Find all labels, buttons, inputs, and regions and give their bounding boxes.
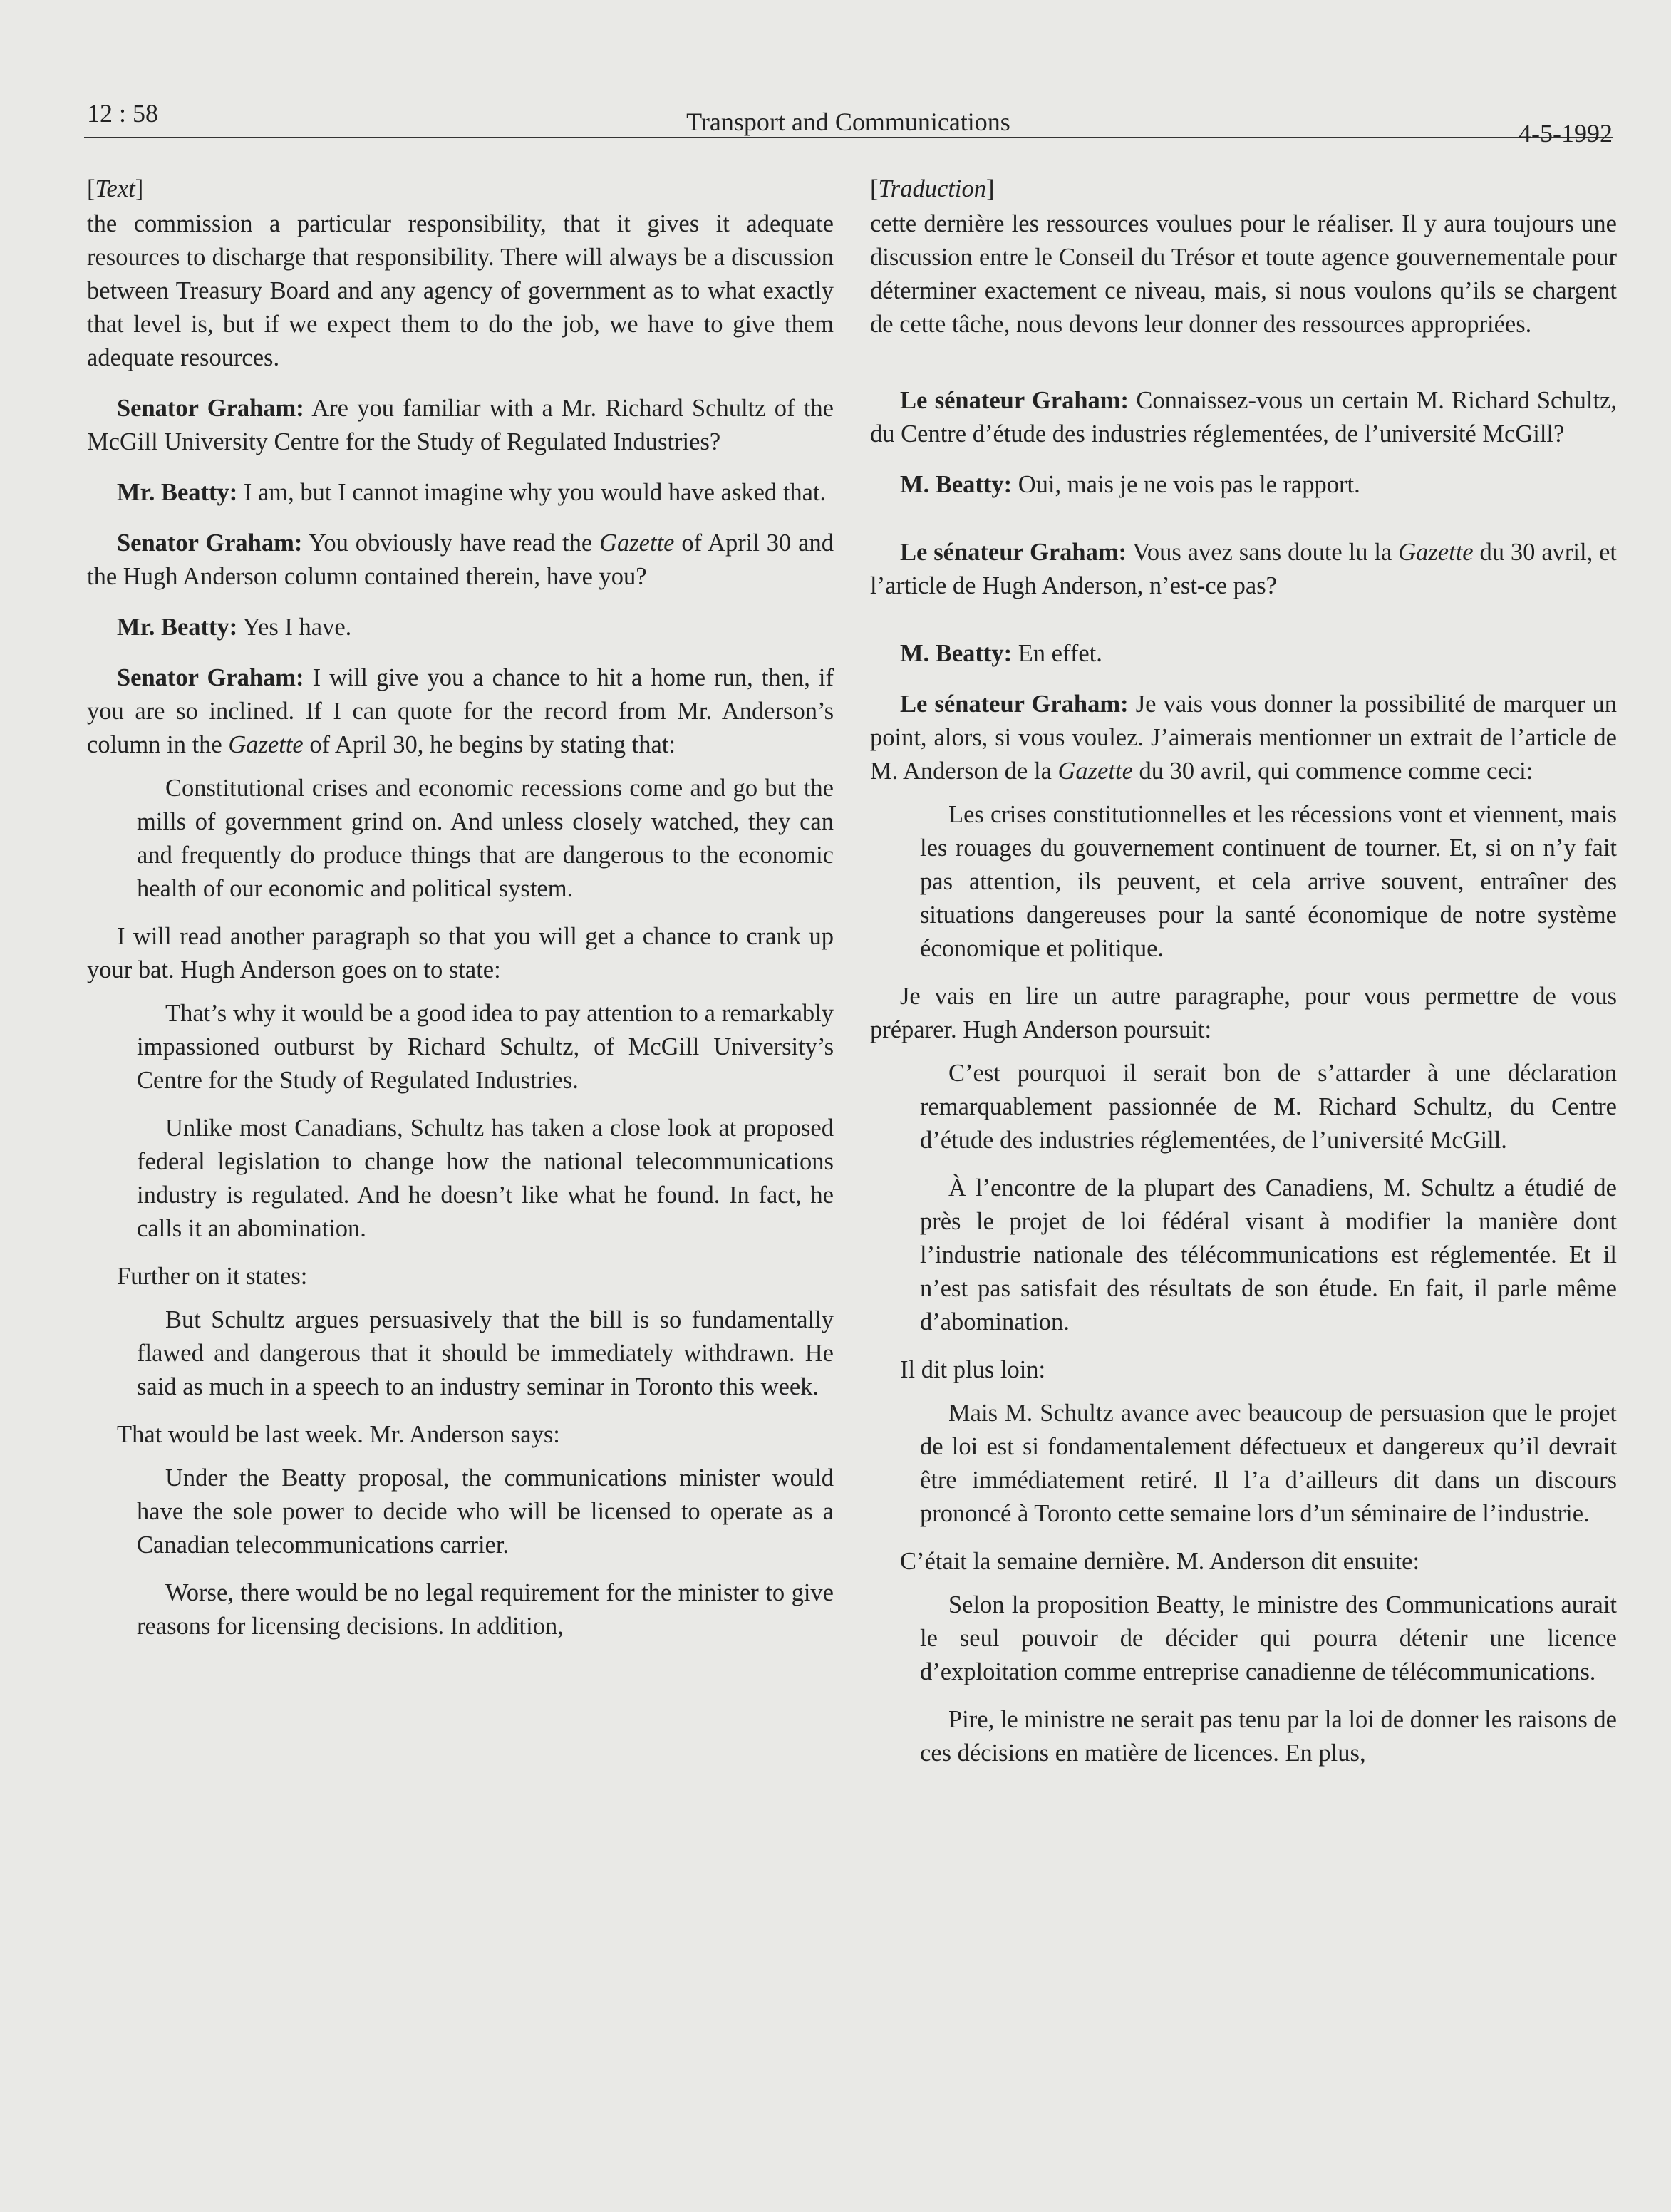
quote-paragraph: Worse, there would be no legal requirement for the minister to give reasons for licensing decisions. In addition, bbox=[137, 1579, 834, 1640]
speech-mr-beatty: M. Beatty: Oui, mais je ne vois pas le rapport. bbox=[900, 471, 1360, 498]
speech-mr-beatty: M. Beatty: En effet. bbox=[900, 640, 1102, 667]
speech-senator-graham: Senator Graham: You obviously have read the Gazette of April 30 and the Hugh Anderson column contained therein, have you? bbox=[87, 529, 834, 590]
speaker-name: Senator Graham: bbox=[117, 664, 304, 691]
block-quote bbox=[920, 1588, 1617, 1770]
speaker-name: Mr. Beatty: bbox=[117, 614, 238, 641]
speech-senator-graham: Le sénateur Graham: Connaissez-vous un certain M. Richard Schultz, du Centre d’étude des industries réglementées, de l’université McGill? bbox=[870, 387, 1617, 448]
quote-paragraph: But Schultz argues persuasively that the bill is so fundamentally flawed and dangerous that it should be immediately withdrawn. He said as much in a speech to an industry seminar in Toronto this week. bbox=[137, 1306, 834, 1400]
speech-mr-beatty: Mr. Beatty: Yes I have. bbox=[117, 614, 352, 641]
quote-paragraph: Selon la proposition Beatty, le ministre des Communications aurait le seul pouvoir de décider qui pourra détenir une licence d’exploitation comme entreprise canadienne de télécommunications. bbox=[920, 1591, 1617, 1685]
english-column bbox=[87, 172, 834, 1658]
paragraph: Je vais en lire un autre paragraphe, pour vous permettre de vous préparer. Hugh Anderson poursuit: bbox=[870, 983, 1617, 1043]
block-quote bbox=[920, 798, 1617, 966]
quote-paragraph: Constitutional crises and economic recessions come and go but the mills of government grind on. And unless closely watched, they can and frequently do produce things that are dangerous to the economic health of our economic and political system. bbox=[137, 775, 834, 902]
header-date: 4-5-1992 bbox=[1519, 119, 1613, 148]
speech-senator-graham: Senator Graham: Are you familiar with a Mr. Richard Schultz of the McGill University Centre for the Study of Regulated Industries? bbox=[87, 395, 834, 455]
quote-paragraph: À l’encontre de la plupart des Canadiens, M. Schultz a étudié de près le projet de loi fédéral visant à modifier la manière dont l’industrie nationale des télécommunications est réglementée. Et il n’est pas satisfait des résultats de son étude. En fait, il parle même d’abomination. bbox=[920, 1174, 1617, 1335]
running-header bbox=[84, 97, 1613, 148]
speech-senator-graham: Senator Graham: I will give you a chance to hit a home run, then, if you are so inclined. If I can quote for the record from Mr. Anderson’s column in the Gazette of April 30, he begins by stating that: bbox=[87, 664, 834, 758]
paragraph: cette dernière les ressources voulues pour le réaliser. Il y aura toujours une discussion entre le Conseil du Trésor et toute agence gouvernementale pour déterminer exactement ce niveau, mais, si nous voulons qu’ils se chargent de cette tâche, nous devons leur donner des ressources appropriées. bbox=[870, 210, 1617, 338]
speech-mr-beatty: Mr. Beatty: I am, but I cannot imagine why you would have asked that. bbox=[117, 479, 827, 506]
french-column bbox=[870, 172, 1617, 1784]
quote-paragraph: C’est pourquoi il serait bon de s’attarder à une déclaration remarquablement passionnée de M. Richard Schultz, du Centre d’étude des industries réglementées, de l’université McGill. bbox=[920, 1060, 1617, 1154]
paragraph: C’était la semaine dernière. M. Anderson dit ensuite: bbox=[900, 1548, 1420, 1575]
block-quote bbox=[137, 1303, 834, 1404]
block-quote bbox=[137, 1462, 834, 1643]
block-quote bbox=[920, 1057, 1617, 1339]
header-title: Transport and Communications bbox=[686, 108, 1010, 136]
quote-paragraph: Les crises constitutionnelles et les récessions vont et viennent, mais les rouages du gouvernement continuent de tourner. Et, si on n’y fait pas attention, ils peuvent, et cela arrive souvent, entraîner des situations dangereuses pour la santé économique de notre système économique et politique. bbox=[920, 801, 1617, 962]
quote-paragraph: Mais M. Schultz avance avec beaucoup de persuasion que le projet de loi est si fondamentalement défectueux et dangereux qu’il devrait être immédiatement retiré. Il l’a d’ailleurs dit dans un discours prononcé à Toronto cette semaine lors d’un séminaire de l’industrie. bbox=[920, 1400, 1617, 1527]
block-quote bbox=[920, 1397, 1617, 1531]
speech-senator-graham: Le sénateur Graham: Vous avez sans doute lu la Gazette du 30 avril, et l’article de Hugh Anderson, n’est-ce pas? bbox=[870, 539, 1617, 599]
speaker-name: M. Beatty: bbox=[900, 640, 1013, 667]
paragraph: the commission a particular responsibility, that it gives it adequate resources to discharge that responsibility. There will always be a discussion between Treasury Board and any agency of government as to what exactly that level is, but if we expect them to do the job, we have to give them adequate resources. bbox=[87, 210, 834, 371]
paragraph: That would be last week. Mr. Anderson says: bbox=[117, 1421, 560, 1448]
speaker-name: Le sénateur Graham: bbox=[900, 387, 1129, 414]
speech-senator-graham: Le sénateur Graham: Je vais vous donner la possibilité de marquer un point, alors, si vous voulez. J’aimerais mentionner un extrait de l’article de M. Anderson de la Gazette du 30 avril, qui commence comme ceci: bbox=[870, 691, 1617, 785]
page-number: 12 : 58 bbox=[87, 99, 159, 128]
block-quote bbox=[137, 997, 834, 1246]
quote-paragraph: Pire, le ministre ne serait pas tenu par la loi de donner les raisons de ces décisions en matière de licences. En plus, bbox=[920, 1706, 1617, 1767]
paragraph: I will read another paragraph so that you will get a chance to crank up your bat. Hugh Anderson goes on to state: bbox=[87, 923, 834, 983]
column-label-text: [Text] bbox=[87, 175, 144, 202]
speaker-name: Mr. Beatty: bbox=[117, 479, 238, 506]
block-quote bbox=[137, 772, 834, 906]
speaker-name: Senator Graham: bbox=[117, 395, 304, 422]
quote-paragraph: Under the Beatty proposal, the communications minister would have the sole power to decide who will be licensed to operate as a Canadian telecommunications carrier. bbox=[137, 1464, 834, 1559]
speaker-name: M. Beatty: bbox=[900, 471, 1013, 498]
speaker-name: Le sénateur Graham: bbox=[900, 691, 1129, 718]
speaker-name: Le sénateur Graham: bbox=[900, 539, 1127, 566]
paragraph: Il dit plus loin: bbox=[900, 1356, 1046, 1383]
column-label-traduction: [Traduction] bbox=[870, 175, 995, 202]
quote-paragraph: That’s why it would be a good idea to pay attention to a remarkably impassioned outburst by Richard Schultz, of McGill University’s Centre for the Study of Regulated Industries. bbox=[137, 1000, 834, 1094]
quote-paragraph: Unlike most Canadians, Schultz has taken a close look at proposed federal legislation to change how the national telecommunications industry is regulated. And he doesn’t like what he found. In fact, he calls it an abomination. bbox=[137, 1115, 834, 1242]
speaker-name: Senator Graham: bbox=[117, 529, 303, 557]
paragraph: Further on it states: bbox=[117, 1263, 308, 1290]
